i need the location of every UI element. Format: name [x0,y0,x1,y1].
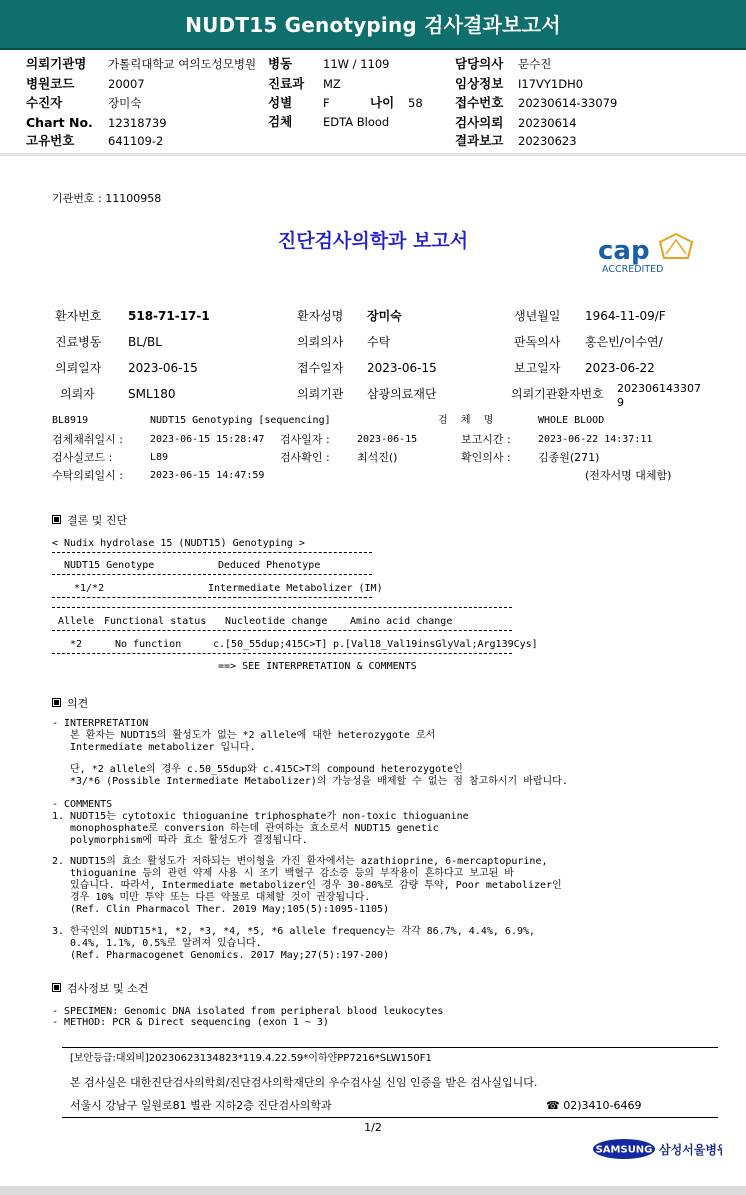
interpretation-line: Intermediate metabolizer 입니다. [70,742,256,753]
amino-value: p.[Val18_Val19insGlyVal;Arg139Cys] [333,639,538,650]
test-code: BL8919 [52,415,89,426]
ward-value: 11W / 1109 [323,57,390,71]
interpretation-line: 단, *2 allele의 경우 c.50_55dup와 c.415C>T의 compound heterozygote인 [70,764,463,775]
collect-label: 검체채취일시 : [52,433,123,446]
report-banner-title: NUDT15 Genotyping 검사결과보고서 [185,13,561,37]
info-label-ward: 진료병동 [55,335,102,349]
samsung-logo-text: SAMSUNG [595,1144,653,1156]
status-header: Functional status [104,616,207,627]
testdate-value: 2023-06-15 [357,434,418,445]
info-label-institution: 의뢰기관 [297,387,344,401]
method-description: - METHOD: PCR & Direct sequencing (exon 1 ~ 3) [52,1017,329,1028]
room-value: L89 [150,452,169,463]
method-specimen: - SPECIMEN: Genomic DNA isolated from peripheral blood leukocytes [52,1006,444,1017]
cap-accredited-logo [596,232,696,278]
phone-number: 02)3410-6469 [563,1099,642,1112]
method-heading [52,982,148,995]
reporttime-value: 2023-06-22 14:37:11 [538,434,653,445]
method-heading-text: 검사정보 및 소견 [67,982,149,995]
nucleotide-value: c.[50_55dup;415C>T] [213,639,328,650]
cap-logo-sub: ACCREDITED [602,264,664,275]
amino-header: Amino acid change [350,616,453,627]
allele-value: *2 [70,639,83,650]
comment-line: 2. NUDT15의 효소 활성도가 저하되는 변이형을 가진 환자에서는 azathioprine, 6-mercaptopurine, [52,856,548,867]
divider [52,630,512,631]
info-label-requester-doctor: 의뢰의사 [297,335,344,349]
see-interpretation: ==> SEE INTERPRETATION & COMMENTS [218,661,417,672]
chart-label: Chart No. [26,115,93,130]
info-label-institution-patient-no: 의뢰기관환자번호 [511,387,604,401]
page-number: 1/2 [364,1121,382,1134]
comments-label: - COMMENTS [52,799,113,810]
ward-label: 병동 [268,56,293,71]
test-name: NUDT15 Genotyping [sequencing] [150,415,331,426]
institution-number: 기관번호 : 11100958 [52,192,162,205]
comment-line: 0.4%, 1.1%, 0.5%로 알려져 있습니다. [70,938,262,949]
age-label: 나이 [370,95,395,110]
nucleotide-header: Nucleotide change [225,616,328,627]
receipt-value: 20230614-33079 [518,96,618,110]
info-label-report-date: 보고일자 [514,361,561,375]
conclusion-title: < Nudix hydrolase 15 (NUDT15) Genotyping > [52,538,305,549]
report-label: 결과보고 [455,133,504,148]
esign-note: (전자서명 대체함) [585,469,672,482]
confirm-value: 최석진() [357,451,398,464]
specimen-label: 검체 [268,114,293,129]
code-value: 20007 [108,77,145,91]
info-label-patient-no: 환자번호 [55,309,102,323]
info-value-institution-patient-no: 202306143307 [617,382,701,395]
room-label: 검사실코드 : [52,451,113,464]
chart-value: 12318739 [108,116,167,130]
comment-line: 1. NUDT15는 cytotoxic thioguanine triphosphate가 non-toxic thioguanine [52,811,469,822]
conclusion-heading [52,514,127,527]
request-label: 검사의뢰 [455,115,504,130]
confirm-label: 검사확인 : [280,451,330,464]
interpretation-label: - INTERPRETATION [52,718,149,729]
collect-value: 2023-06-15 15:28:47 [150,434,265,445]
doctor-label: 담당의사 [455,56,504,71]
clinical-value: I17VY1DH0 [518,77,584,91]
info-value-reading-doctor: 홍은빈/이수연/ [585,335,663,349]
bottom-bar [0,1186,746,1195]
hospital-label: 의뢰기관명 [26,56,87,71]
info-value-ward: BL/BL [128,335,162,349]
phone-icon: ☎ [546,1099,560,1112]
testdate-label: 검사일자 : [280,433,330,446]
info-label-patient-name: 환자성명 [297,309,344,323]
divider [52,653,512,654]
opinion-heading-text: 의견 [67,697,89,710]
clinical-label: 임상정보 [455,76,504,91]
divider [52,552,372,553]
doctor-value: 문수진 [518,57,552,71]
comment-line: (Ref. Clin Pharmacol Ther. 2019 May;105(5):1095-1105) [70,904,390,915]
comment-line: 3. 한국인의 NUDT15*1, *2, *3, *4, *5, *6 allele frequency는 각각 86.7%, 4.4%, 6.9%, [52,926,536,937]
header-divider [0,153,746,156]
comment-line: thioguanine 등의 관련 약제 사용 시 조기 백혈구 감소증 등의 부작용이 흔하다고 보고된 바 [70,868,514,879]
samsung-hospital-name: 삼성서울병원 [659,1143,722,1157]
section-square-icon [52,515,61,524]
info-value-report-date: 2023-06-22 [585,361,655,375]
unique-label: 고유번호 [26,133,75,148]
dept-value: MZ [323,77,341,91]
verifier-label: 확인의사 : [461,451,511,464]
allele-header: Allele [58,616,95,627]
info-value-patient-no: 518-71-17-1 [128,309,210,323]
info-label-request-date: 의뢰일자 [55,361,102,375]
info-value-birth: 1964-11-09/F [585,309,666,323]
conclusion-heading-text: 결론 및 진단 [67,514,128,527]
footer-divider-bottom [62,1117,718,1118]
comment-line: (Ref. Pharmacogenet Genomics. 2017 May;27(5):197-200) [70,950,390,961]
certification-text: 본 검사실은 대한진단검사의학회/진단검사의학재단의 우수검사실 신임 인증을 받은 검사실입니다. [70,1076,538,1089]
samsung-medical-center-logo [592,1138,722,1164]
age-value: 58 [408,96,423,110]
request-value: 20230614 [518,116,577,130]
comment-line: 경우 10% 미만 투약 또는 다른 약물로 대체할 것이 권장됩니다. [70,892,371,903]
comment-line: polymorphism에 따라 효소 활성도가 결정됩니다. [70,835,308,846]
info-value-receipt-date: 2023-06-15 [367,361,437,375]
info-value-patient-name: 장미숙 [367,309,402,323]
sex-label: 성별 [268,95,293,110]
test-specimen-label: 검 체 명 [438,415,494,426]
divider [52,597,372,598]
dept-label: 진료과 [268,76,305,91]
interpretation-line: 본 환자는 NUDT15의 활성도가 없는 *2 allele에 대한 heterozygote 로서 [70,730,436,741]
address-text: 서울시 강남구 일원로81 별관 지하2층 진단검사의학과 [70,1099,332,1112]
cap-logo-text: cap [598,236,650,266]
section-square-icon [52,983,61,992]
info-value-institution: 삼광의료재단 [367,387,437,401]
info-label-birth: 생년월일 [514,309,561,323]
comment-line: 있습니다. 따라서, Intermediate metabolizer인 경우 30-80%로 감량 투약, Poor metabolizer인 [70,880,562,891]
genotype-header: NUDT15 Genotype [64,560,155,571]
info-label-reading-doctor: 판독의사 [514,335,561,349]
section-square-icon [52,698,61,707]
hospital-value: 가톨릭대학교 여의도성모병원 [108,57,257,71]
test-specimen-value: WHOLE BLOOD [538,415,605,426]
footer-divider-top [62,1047,718,1048]
report-title: 진단검사의학과 보고서 [277,230,469,252]
security-line: [보안등급:대외비]20230623134823*119.4.22.59*이하얀PP7216*SLW150F1 [70,1053,432,1064]
verifier-value: 김종원(271) [538,451,600,464]
phenotype-header: Deduced Phenotype [218,560,321,571]
reporttime-label: 보고시간 : [461,433,511,446]
phone [546,1099,641,1112]
comment-line: monophosphate로 conversion 하는데 관여하는 효소로서 NUDT15 genetic [70,823,439,834]
info-value-requester: SML180 [128,387,176,401]
genotype-value: *1/*2 [74,583,105,594]
unique-value: 641109-2 [108,134,164,148]
phenotype-value: Intermediate Metabolizer (IM) [208,583,383,594]
info-label-requester: 의뢰자 [60,387,95,401]
consign-value: 2023-06-15 14:47:59 [150,470,265,481]
divider [52,607,512,608]
report-banner [0,0,746,50]
code-label: 병원코드 [26,76,75,91]
interpretation-line: *3/*6 (Possible Intermediate Metabolizer)의 가능성을 배제할 수 없는 점 참고하시기 바랍니다. [70,776,568,787]
opinion-heading [52,697,88,710]
info-label-receipt-date: 접수일자 [297,361,344,375]
info-value-institution-patient-no-cont: 9 [617,396,624,409]
report-value: 20230623 [518,134,577,148]
receipt-label: 접수번호 [455,95,504,110]
status-value: No function [115,639,182,650]
patient-label: 수진자 [26,95,63,110]
divider [52,574,372,575]
specimen-value: EDTA Blood [323,115,390,129]
info-value-requester-doctor: 수탁 [367,335,391,349]
sex-value: F [323,96,330,110]
consign-label: 수탁의뢰일시 : [52,469,123,482]
info-value-request-date: 2023-06-15 [128,361,198,375]
patient-value: 장미숙 [108,96,142,110]
